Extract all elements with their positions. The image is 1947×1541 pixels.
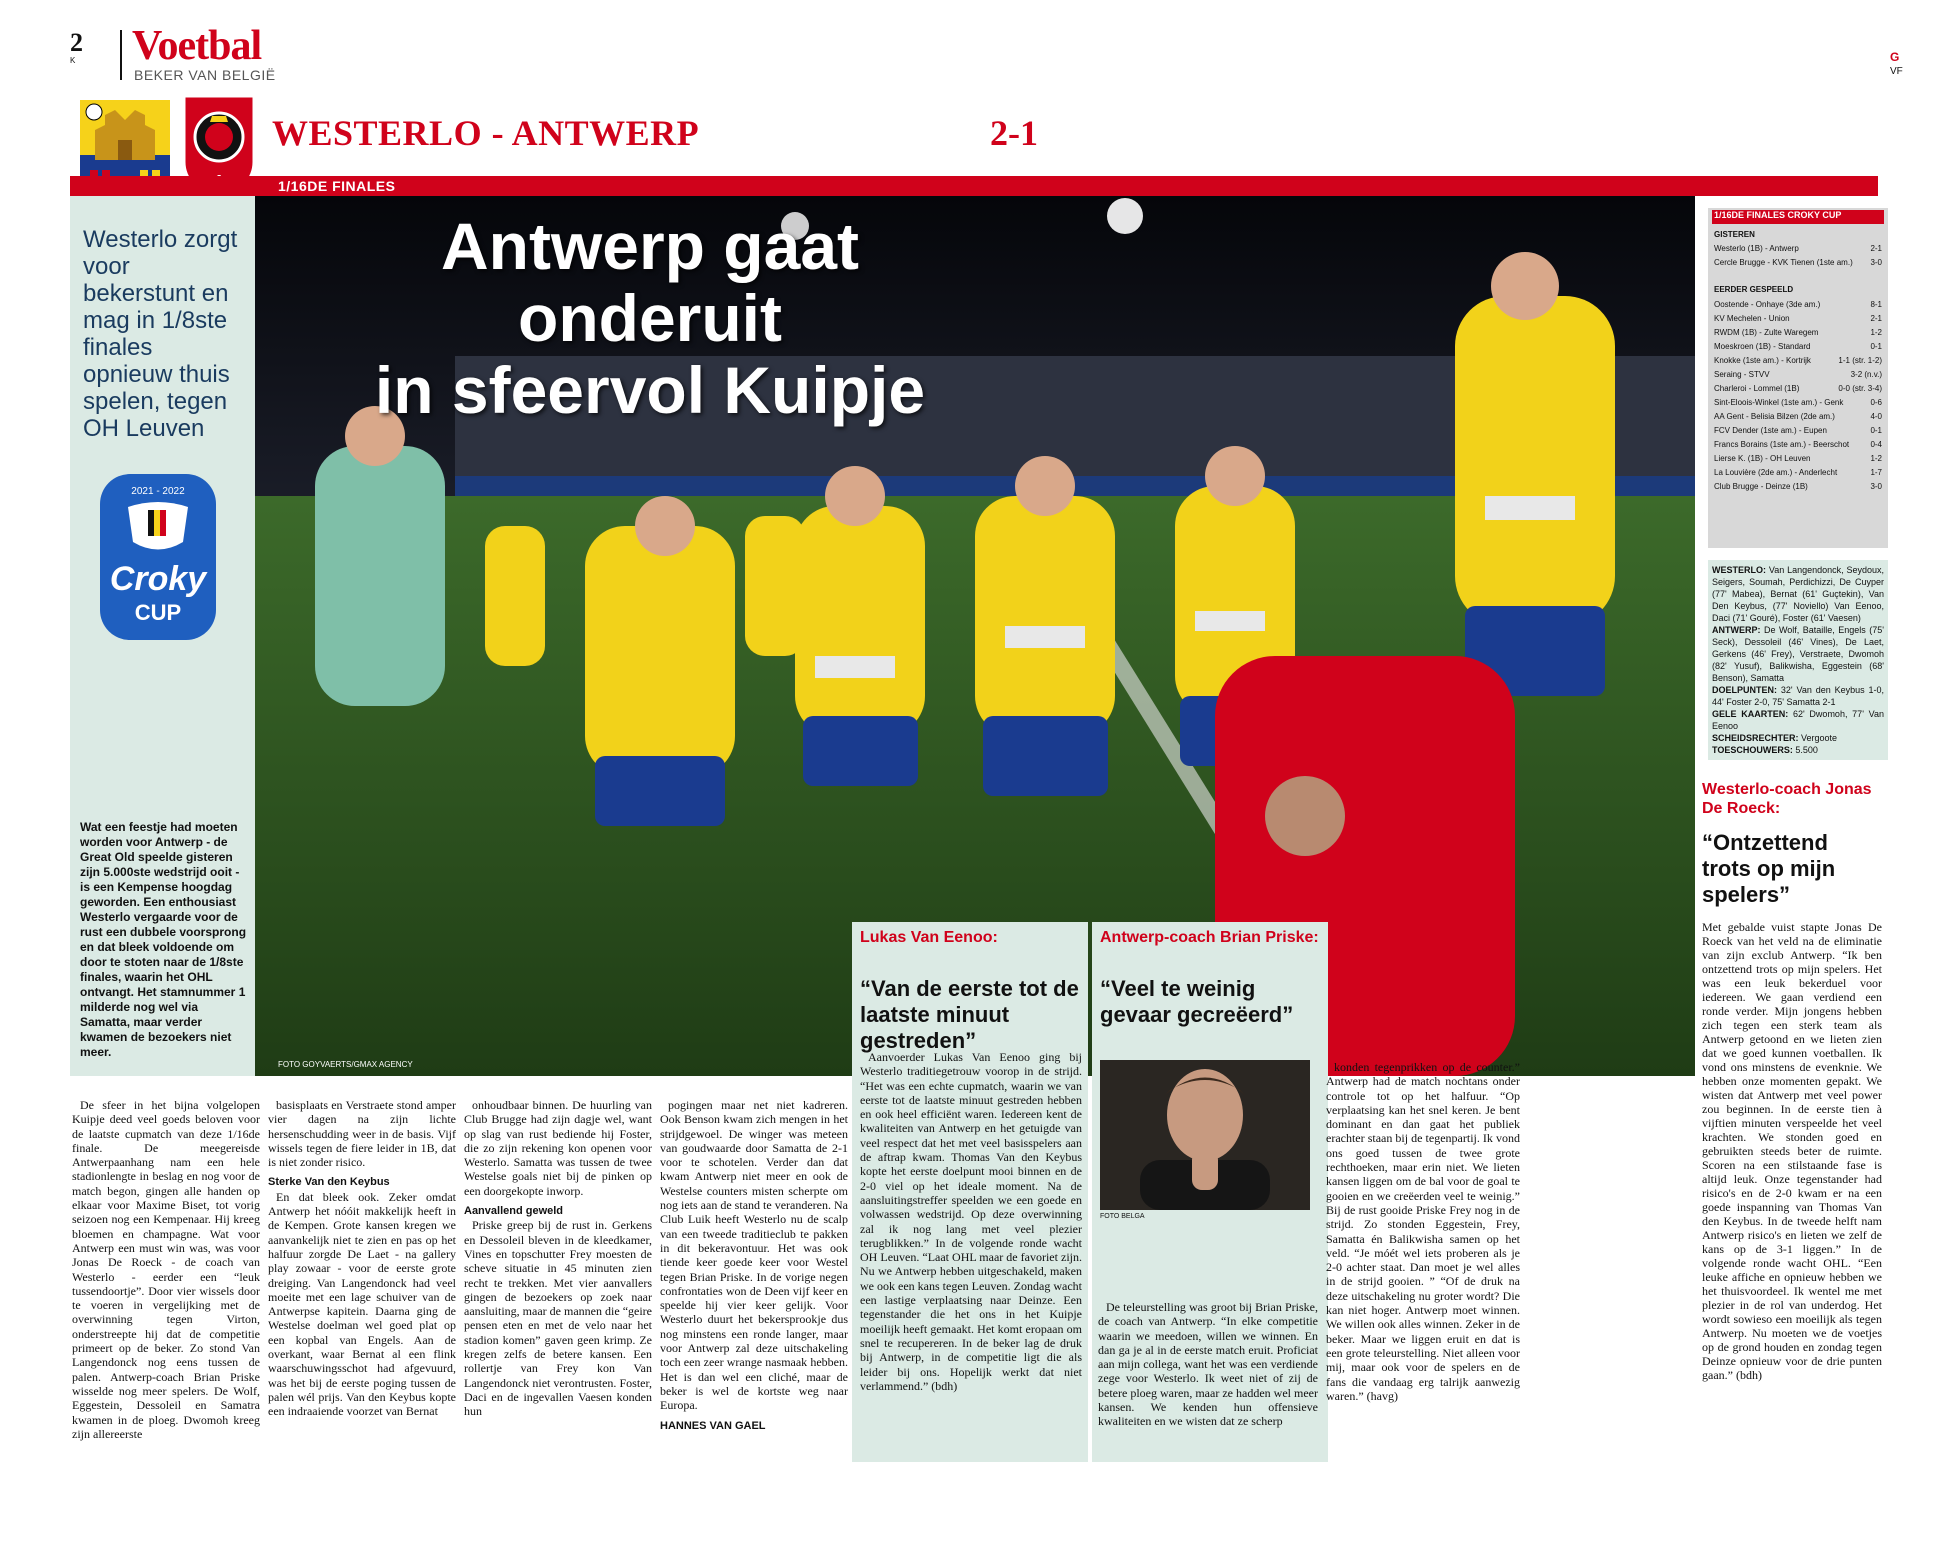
photo-credit: FOTO GOYVAERTS/GMAX AGENCY [278,1060,413,1069]
result-match: Charleroi - Lommel (1B) [1714,384,1800,393]
croky-cup: CUP [134,600,182,625]
quote-right-quote: “Ontzettend trots op mijn spelers” [1702,830,1836,907]
quote2-body-continued [1326,1060,1520,1403]
lineup-players: 5.500 [1792,745,1818,755]
result-score: 1-2 [1870,328,1882,337]
section-subtitle: BEKER VAN BELGIË [134,67,276,83]
result-score: 3-0 [1870,482,1882,491]
next-page-marker-sub: VF [1890,66,1903,77]
result-score: 1-1 (str. 1-2) [1838,356,1882,365]
result-match: RWDM (1B) - Zulte Waregem [1714,328,1819,337]
lineup-text [1712,564,1884,756]
quote1-name: Lukas Van Eenoo: [860,929,998,946]
croky-season: 2021 - 2022 [131,486,185,497]
lineup-label: DOELPUNTEN: [1712,685,1777,695]
headline-line-2: in sfeervol Kuipje [374,353,926,427]
body-paragraph: De sfeer in het bijna volgelopen Kuipje deed veel goeds beloven voor de laatste cupmatch van deze 1/16de finale. De meegereisde Antwerpaanhang nam een hele stadionlengte in beslag en nog voor de match begon, gingen alle handen op elkaar voor Maxime Biset, tot vorig seizoen nog een Kempenaar. Hij kreeg bloemen en champagne. Wat voor Antwerp een must win was, was voor Jonas De Roeck - de coach van Westerlo - eerder een “leuk tussendoortje”. Door vier wissels door te voeren in vergelijking met de overwinning tegen Virton, onderstreepte hij dat de competitie primeert op de beker. Zo stond Van Langendonck nog eens tussen de palen. Antwerp-coach Brian Priske wisselde nog meer spelers. De Wolf, Eggestein, Dessoleil en Samatra kwamen in de ploeg. Dwomoh kreeg zijn allereerste [72,1098,260,1441]
body-paragraph: pogingen maar net niet kadreren. Ook Benson kwam zich mengen in het strijdgewoel. De winger was meteen van goudwaarde door Samatta de 2-1 voor te schotelen. Verder dan dat kwam Antwerp niet meer en ook de Westelse counters misten scherpte om nog iets aan de stand te veranderen. Na Club Luik heeft Westerlo nu de scalp van een tweede traditieclub te pakken in dit bekeravontuur. Het was ook tiende keer goede keer voor Westel tegen Brian Priske. In de vorige negen confrontaties won de Deen vijf keer en speelde hij vier keer gelijk. Voor Westerlo duurt het bekersprookje dus nog minstens een ronde langer, maar voor Antwerp zal deze uitschakeling toch een zeer wrange nasmaak hebben. Het is dan wel een cliché, maar de beker is wel de kortste weg naar Europa. [660,1098,848,1413]
result-row [1714,370,1882,379]
lineup-players: De Wolf, Bataille, Engels (75' Seck), Dessoleil (46' Vines), De Laet, Gerkens (46' Frey), Verstraete, Dwomoh (82' Yusuf), Balikwisha, Eggestein (68' Benson), Samatta [1712,625,1884,683]
lineup-players: 62' Dwomoh, 77' Van Eenoo [1712,709,1884,731]
result-match: AA Gent - Belisia Bilzen (2de am.) [1714,412,1835,421]
result-match: FCV Dender (1ste am.) - Eupen [1714,426,1827,435]
result-match: Sint-Eloois-Winkel (1ste am.) - Genk [1714,398,1844,407]
result-row [1714,244,1882,253]
lineup-label: TOESCHOUWERS: [1712,745,1793,755]
body-paragraph: Priske greep bij de rust in. Gerkens en Dessoleil bleven in de kleedkamer, Vines en topschutter Frey moesten de scheve situatie in 45 minuten zien recht te trekken. Met vier aanvallers gingen de bezoekers op zoek naar aansluiting, maar de mannen die “geire pensen eten en met de velo naar het stadion komen” gaven geen krimp. Ze kregen zelfs de betere kansen. Een rollertje van Frey kon Van Langendonck niet verontrusten. Foster, Daci en de ingevallen Vaesen konden hun [464,1218,652,1419]
croky-name: Croky [109,560,207,598]
results-group-today: GISTEREN [1714,230,1755,239]
quote2-quote: “Veel te weinig gevaar gecreëerd” [1100,976,1294,1027]
result-score: 2-1 [1870,244,1882,253]
result-match: Knokke (1ste am.) - Kortrijk [1714,356,1811,365]
lineup-entry [1712,708,1884,732]
quote-right-text: Met gebalde vuist stapte Jonas De Roeck van het veld na de eliminatie van zijn exclub Antwerp. “Ik ben ontzettend trots op mijn spelers. Het was een leuk bekerduel voor iedereen. We gaan verdiend een ronde verder. Mijn jongens hebben zich tegen een sterk team als Antwerp getoond en we lieten zien dat we goed kunnen voetballen. Ik vond ons minstens de evenknie. We hebben onze momenten gepakt. We wisten dat Antwerp met veel power zou beginnen. In de eerste tien à vijftien minuten verspeelde het veel krachten. We stonden goed en gebruikten steeds beter de ruimte. Scoren na een stilstaande fase is altijd leuk. Onze tegenstander had risico's en de 2-0 kwam er na een goede inspanning van Thomas Van den Keybus. In de tweede helft nam Antwerp risico's en lieten we zelf de kans op de 3-1 liggen.” In de volgende ronde wacht OHL. “Een leuke affiche en opnieuw hebben we het thuisvoordeel. Ik wentel me met plezier in de rol van underdog. Het wordt sowieso een moeilijk als tegen Antwerp. Nu moeten we de voetjes op de grond houden en zondag tegen Deinze opnieuw voor de drie punten gaan.” (bdh) [1702,920,1882,1382]
lineup-entry [1712,744,1884,756]
body-subheading: Aanvallend geweld [464,1205,564,1218]
result-score: 1-2 [1870,454,1882,463]
result-match: Moeskroen (1B) - Standard [1714,342,1811,351]
section-title: Voetbal [132,23,262,69]
result-match: Cercle Brugge - KVK Tienen (1ste am.) [1714,258,1853,267]
lineup-label: SCHEIDSRECHTER: [1712,733,1799,743]
quote2-name: Antwerp-coach Brian Priske: [1100,929,1319,946]
intro-text: Westerlo zorgt voor bekerstunt en mag in 1/8ste finales opnieuw thuis spelen, tegen OH Leuven [83,226,238,442]
result-row [1714,342,1882,351]
body-paragraph: onhoudbaar binnen. De huurling van Club Brugge had zijn dagje wel, want op slag van rust bediende hij Foster, die zo zijn rekening kon openen voor Westerlo. Samatta was tussen de twee Westelse goals niet bij de pinken op een doorgekopte inworp. [464,1098,652,1198]
lineup-entry [1712,732,1884,744]
body-column-3 [464,1098,652,1419]
article-author: HANNES VAN GAEL [660,1419,766,1432]
result-score: 0-0 (str. 3-4) [1838,384,1882,393]
body-column-4 [660,1098,848,1433]
result-row [1714,468,1882,477]
lead-text: Wat een feestje had moeten worden voor Antwerp - de Great Old speelde gisteren zijn 5.000ste wedstrijd ooit - is een Kempense hoogdag geworden. Een enthousiast Westerlo vergaarde voor de rust een dubbele voorsprong en dat bleek voldoende om door te stoten naar de 1/8ste finales, waarin het OHL ontvangt. Het stamnummer 1 milderde nog wel via Samatta, maar verder kwamen de bezoekers niet meer. [80,820,247,1059]
result-score: 8-1 [1870,300,1882,309]
lineup-label: WESTERLO: [1712,565,1766,575]
result-row [1714,258,1882,267]
result-row [1714,328,1882,337]
result-row [1714,440,1882,449]
result-row [1714,356,1882,365]
quote1-quote: “Van de eerste tot de laatste minuut gestreden” [860,976,1079,1053]
masthead-divider [120,30,122,80]
headline-line-1: Antwerp gaat onderuit [440,209,860,355]
result-score: 3-0 [1870,258,1882,267]
lineup-entry [1712,624,1884,684]
quote2-text-continued: konden tegenprikken op de counter.” Antwerp had de match nochtans onder controle tot op het halfuur. “Op verplaatsing kan het snel keren. Je bent dominant en dan gaat het publiek erachter staan bij de tegenpartij. Ik vond ons goed tussen de twee grote rechthoeken, maar erin niet. We lieten kansen liggen om de bal voor de goal te gooien en we creëerden veel te weinig.” Bij de rust gooide Priske Frey nog in de strijd. Zo stonden Eggestein, Frey, Samatta én Balikwisha samen op het veld. “Je móét wel iets proberen als je 2-0 achter staat. Dan moet je wel alles in de strijd gooien. ” “Of de druk na deze uitschakeling nu groter wordt? Die kan niet hoger. Antwerp moet winnen. We willen ook alles winnen. Zeker in de beker. Maar we liggen eruit en dat is een grote teleurstelling. Niet alleen voor mij, maar ook voor de spelers en de fans die vandaag erg talrijk aanwezig waren.” (havg) [1326,1060,1520,1403]
result-row [1714,314,1882,323]
quote1-text: Aanvoerder Lukas Van Eenoo ging bij Westerlo traditiegetrouw voorop in de strijd. “Het was een echte cupmatch, waarin we van eerste tot de laatste minuut gestreden hebben en ook heel efficiënt waren. Iedereen kent de kwaliteiten van Antwerp en het getuigde van veel respect dat het met veel basisspelers aan de aftrap kwam. Thomas Van den Keybus kopte het eerste doelpunt mooi binnen en de 2-0 viel op het ideale moment. Na de aansluitingstreffer speelden we een goede en volwassen wedstrijd. Op deze overwinning zal ik nog lang met veel plezier terugblikken.” In de volgende ronde wacht OH Leuven. “Laat OHL maar de favoriet zijn. Nu we Antwerp hebben uitgeschakeld, maken we ook een kans tegen Leuven. Zondag wacht een lastige verplaatsing naar Deinze. Een tegenstander die het ons in het Kuipje moeilijk heeft gemaakt. Het komt eropaan om snel te recupereren. In de beker lag de druk bij Antwerp, in de competitie ligt die als leider bij ons. Hopelijk werkt dat niet verlammend.” (bdh) [860,1050,1082,1393]
result-score: 0-1 [1870,342,1882,351]
lineup-players: Vergoote [1798,733,1838,743]
result-row [1714,412,1882,421]
body-column-1 [72,1098,260,1441]
match-score: 2-1 [990,113,1038,153]
result-match: KV Mechelen - Union [1714,314,1790,323]
body-paragraph: basisplaats en Verstraete stond amper vier dagen na zijn lichte hersenschudding weer in de basis. Vijf wissels tegen de fiere leider in 1B, dat is niet zonder risico. [268,1098,456,1170]
result-match: Seraing - STVV [1714,370,1770,379]
headline [300,210,1000,426]
result-score: 0-4 [1870,440,1882,449]
next-page-marker: G [1890,50,1900,64]
result-score: 2-1 [1870,314,1882,323]
coach-priske-photo [1100,1060,1310,1210]
result-score: 4-0 [1870,412,1882,421]
result-row [1714,426,1882,435]
result-match: Oostende - Onhaye (3de am.) [1714,300,1821,309]
result-match: Francs Borains (1ste am.) - Beerschot [1714,440,1850,449]
results-header: 1/16DE FINALES CROKY CUP [1712,210,1884,224]
result-row [1714,300,1882,309]
result-match: Club Brugge - Deinze (1B) [1714,482,1808,491]
quote2-text: De teleurstelling was groot bij Brian Priske, de coach van Antwerp. “In elke competitie waarin we meedoen, willen we winnen. En dan ga je al in de eerste match eruit. Proficiat aan mijn collega, want het was een verdiende zege voor Westerlo. Ik weet niet of zij de betere ploeg waren, maar ze hadden wel meer kansen. We kenden hun offensieve kwaliteiten en we wisten dat ze scherp [1098,1300,1318,1429]
result-match: La Louvière (2de am.) - Anderlecht [1714,468,1838,477]
page-sub: K [70,56,76,65]
lineup-entry [1712,684,1884,708]
results-group-earlier: EERDER GESPEELD [1714,285,1794,294]
croky-cup-logo-icon [98,472,218,642]
result-row [1714,384,1882,393]
result-score: 0-1 [1870,426,1882,435]
body-column-2 [268,1098,456,1419]
result-row [1714,482,1882,491]
body-paragraph: En dat bleek ook. Zeker omdat Antwerp het nóóit makkelijk heeft in de Kempen. Grote kansen kregen we aanvankelijk niet te zien en pas op het halfuur zorgde De Laet - na gallery play zowaar - voor de eerste grote dreiging. Van Langendonck had veel moeite met een lage schuiver van de Antwerpse kapitein. Daarna ging de Westelse doelman wel goed plat op een kopbal van Engels. Aan de overkant, waar Bernat al een flink waarschuwingsschot had afgevuurd, was het bij de eerste poging tussen de palen wél prijs. Van den Keybus kopte een indraaiende voorzet van Bernat [268,1189,456,1419]
result-match: Westerlo (1B) - Antwerp [1714,244,1799,253]
match-title: WESTERLO - ANTWERP [272,113,700,153]
quote-right-name: Westerlo-coach Jonas De Roeck: [1702,781,1872,817]
quote1-body [860,1050,1082,1393]
lineup-entry [1712,564,1884,624]
round-label: 1/16DE FINALES [278,178,396,194]
quote2-body [1098,1300,1318,1429]
result-score: 0-6 [1870,398,1882,407]
lineup-players: 32' Van den Keybus 1-0, 44' Foster 2-0, 75' Samatta 2-1 [1712,685,1884,707]
coach-photo-credit: FOTO BELGA [1100,1213,1145,1220]
result-row [1714,454,1882,463]
body-subheading: Sterke Van den Keybus [268,1176,390,1189]
result-row [1714,398,1882,407]
page-number: 2 [70,28,83,57]
result-match: Lierse K. (1B) - OH Leuven [1714,454,1811,463]
lineup-players: Van Langendonck, Seydoux, Seigers, Soumah, Perdichizzi, De Cuyper (77' Mabea), Bernat (61' Guçtekin), Van Den Keybus, (77' Noviello) Van Eenoo, Daci (71' Gouré), Foster (61' Vaesen) [1712,565,1884,623]
lineup-label: ANTWERP: [1712,625,1761,635]
result-score: 1-7 [1870,468,1882,477]
lineup-label: GELE KAARTEN: [1712,709,1789,719]
result-score: 3-2 (n.v.) [1850,370,1882,379]
